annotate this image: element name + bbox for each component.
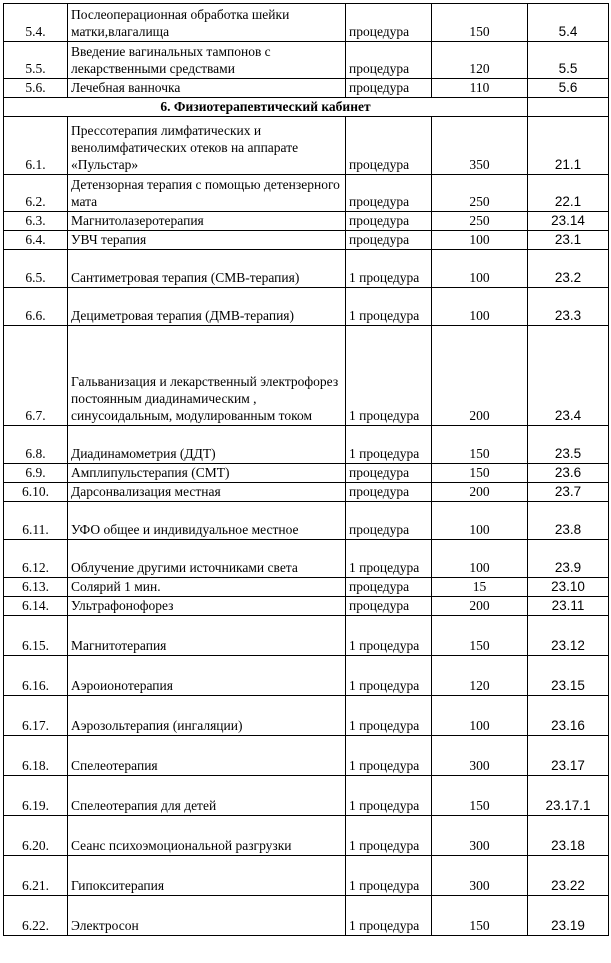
price: 200 bbox=[432, 326, 528, 426]
unit: 1 процедура bbox=[346, 426, 432, 464]
service-name: Магнитолазеротерапия bbox=[68, 212, 346, 231]
table-row bbox=[4, 464, 609, 483]
code: 23.17.1 bbox=[528, 776, 609, 816]
unit: процедура bbox=[346, 175, 432, 212]
section-header-group bbox=[4, 98, 609, 117]
code: 23.9 bbox=[528, 540, 609, 578]
unit: 1 процедура bbox=[346, 816, 432, 856]
table-row bbox=[4, 776, 609, 816]
price: 150 bbox=[432, 776, 528, 816]
unit: процедура bbox=[346, 464, 432, 483]
row-number: 5.4. bbox=[4, 4, 68, 42]
price: 100 bbox=[432, 288, 528, 326]
price: 300 bbox=[432, 856, 528, 896]
service-name: Прессотерапия лимфатических и венолимфатических отеков на аппарате «Пульстар» bbox=[68, 117, 346, 175]
code: 23.7 bbox=[528, 483, 609, 502]
row-number: 6.1. bbox=[4, 117, 68, 175]
code: 5.4 bbox=[528, 4, 609, 42]
service-name: Гальванизация и лекарственный электрофорез постоянным диадинамическим , синусоидальным, модулированным током bbox=[68, 326, 346, 426]
row-number: 6.20. bbox=[4, 816, 68, 856]
unit: процедура bbox=[346, 117, 432, 175]
code: 23.4 bbox=[528, 326, 609, 426]
unit: процедура bbox=[346, 578, 432, 597]
price: 100 bbox=[432, 250, 528, 288]
row-number: 6.8. bbox=[4, 426, 68, 464]
row-number: 6.19. bbox=[4, 776, 68, 816]
price: 350 bbox=[432, 117, 528, 175]
price: 120 bbox=[432, 42, 528, 79]
price: 300 bbox=[432, 816, 528, 856]
unit: 1 процедура bbox=[346, 616, 432, 656]
code: 23.2 bbox=[528, 250, 609, 288]
table-row bbox=[4, 578, 609, 597]
code: 23.12 bbox=[528, 616, 609, 656]
row-number: 6.17. bbox=[4, 696, 68, 736]
service-name: Облучение другими источниками света bbox=[68, 540, 346, 578]
table-row bbox=[4, 175, 609, 212]
service-name: УФО общее и индивидуальное местное bbox=[68, 502, 346, 540]
unit: процедура bbox=[346, 483, 432, 502]
code: 5.6 bbox=[528, 79, 609, 98]
section-title: 6. Физиотерапевтический кабинет bbox=[4, 98, 528, 117]
service-name: Диадинамометрия (ДДТ) bbox=[68, 426, 346, 464]
code: 23.15 bbox=[528, 656, 609, 696]
unit: 1 процедура bbox=[346, 540, 432, 578]
table-row bbox=[4, 816, 609, 856]
service-name: Гипокситерапия bbox=[68, 856, 346, 896]
code: 23.14 bbox=[528, 212, 609, 231]
row-number: 6.13. bbox=[4, 578, 68, 597]
table-row bbox=[4, 326, 609, 426]
unit: процедура bbox=[346, 212, 432, 231]
code: 23.18 bbox=[528, 816, 609, 856]
service-name: Лечебная ванночка bbox=[68, 79, 346, 98]
service-name: Электросон bbox=[68, 896, 346, 936]
service-name: Дарсонвализация местная bbox=[68, 483, 346, 502]
unit: 1 процедура bbox=[346, 696, 432, 736]
table-body-physiotherapy bbox=[4, 117, 609, 936]
unit: процедура bbox=[346, 4, 432, 42]
price: 200 bbox=[432, 597, 528, 616]
code: 23.10 bbox=[528, 578, 609, 597]
unit: 1 процедура bbox=[346, 896, 432, 936]
table-row bbox=[4, 42, 609, 79]
code: 23.16 bbox=[528, 696, 609, 736]
table-row bbox=[4, 426, 609, 464]
unit: процедура bbox=[346, 597, 432, 616]
row-number: 6.11. bbox=[4, 502, 68, 540]
service-name: Дециметровая терапия (ДМВ-терапия) bbox=[68, 288, 346, 326]
row-number: 6.14. bbox=[4, 597, 68, 616]
table-row bbox=[4, 597, 609, 616]
unit: процедура bbox=[346, 231, 432, 250]
price: 100 bbox=[432, 696, 528, 736]
price: 100 bbox=[432, 540, 528, 578]
code: 5.5 bbox=[528, 42, 609, 79]
price: 150 bbox=[432, 426, 528, 464]
service-name: Послеоперационная обработка шейки матки,влагалища bbox=[68, 4, 346, 42]
row-number: 5.6. bbox=[4, 79, 68, 98]
code: 22.1 bbox=[528, 175, 609, 212]
table-row bbox=[4, 856, 609, 896]
table-row bbox=[4, 288, 609, 326]
row-number: 6.21. bbox=[4, 856, 68, 896]
table-row bbox=[4, 212, 609, 231]
unit: 1 процедура bbox=[346, 250, 432, 288]
service-name: Спелеотерапия bbox=[68, 736, 346, 776]
unit: 1 процедура bbox=[346, 856, 432, 896]
service-name: Детензорная терапия с помощью детензерного мата bbox=[68, 175, 346, 212]
code: 23.6 bbox=[528, 464, 609, 483]
service-name: Магнитотерапия bbox=[68, 616, 346, 656]
unit: процедура bbox=[346, 502, 432, 540]
code: 23.17 bbox=[528, 736, 609, 776]
table-row bbox=[4, 117, 609, 175]
service-name: Амплипульстерапия (СМТ) bbox=[68, 464, 346, 483]
price: 110 bbox=[432, 79, 528, 98]
section-header-row bbox=[4, 98, 609, 117]
row-number: 6.16. bbox=[4, 656, 68, 696]
table-row bbox=[4, 4, 609, 42]
code: 23.11 bbox=[528, 597, 609, 616]
code: 23.5 bbox=[528, 426, 609, 464]
service-name: Сантиметровая терапия (СМВ-терапия) bbox=[68, 250, 346, 288]
table-row bbox=[4, 540, 609, 578]
price: 150 bbox=[432, 464, 528, 483]
service-name: Сеанс психоэмоциональной разгрузки bbox=[68, 816, 346, 856]
unit: 1 процедура bbox=[346, 288, 432, 326]
row-number: 6.9. bbox=[4, 464, 68, 483]
price: 250 bbox=[432, 175, 528, 212]
price: 150 bbox=[432, 896, 528, 936]
code: 23.19 bbox=[528, 896, 609, 936]
code: 21.1 bbox=[528, 117, 609, 175]
row-number: 6.10. bbox=[4, 483, 68, 502]
table-row bbox=[4, 736, 609, 776]
row-number: 6.18. bbox=[4, 736, 68, 776]
row-number: 6.22. bbox=[4, 896, 68, 936]
unit: 1 процедура bbox=[346, 656, 432, 696]
price-table bbox=[3, 3, 609, 936]
price: 15 bbox=[432, 578, 528, 597]
price: 250 bbox=[432, 212, 528, 231]
unit: процедура bbox=[346, 42, 432, 79]
code: 23.8 bbox=[528, 502, 609, 540]
service-name: Солярий 1 мин. bbox=[68, 578, 346, 597]
table-row bbox=[4, 656, 609, 696]
unit: 1 процедура bbox=[346, 776, 432, 816]
table-row bbox=[4, 616, 609, 656]
service-name: Ультрафонофорез bbox=[68, 597, 346, 616]
row-number: 6.4. bbox=[4, 231, 68, 250]
price: 300 bbox=[432, 736, 528, 776]
price: 150 bbox=[432, 4, 528, 42]
price: 100 bbox=[432, 502, 528, 540]
table-row bbox=[4, 231, 609, 250]
table-row bbox=[4, 896, 609, 936]
price: 120 bbox=[432, 656, 528, 696]
table-row bbox=[4, 502, 609, 540]
service-name: Аэроионотерапия bbox=[68, 656, 346, 696]
service-name: Аэрозольтерапия (ингаляции) bbox=[68, 696, 346, 736]
code: 23.1 bbox=[528, 231, 609, 250]
service-name: УВЧ терапия bbox=[68, 231, 346, 250]
row-number: 6.5. bbox=[4, 250, 68, 288]
unit: процедура bbox=[346, 79, 432, 98]
table-row bbox=[4, 483, 609, 502]
row-number: 5.5. bbox=[4, 42, 68, 79]
price: 200 bbox=[432, 483, 528, 502]
row-number: 6.7. bbox=[4, 326, 68, 426]
row-number: 6.3. bbox=[4, 212, 68, 231]
price: 150 bbox=[432, 616, 528, 656]
unit: 1 процедура bbox=[346, 736, 432, 776]
table-body-prev-section bbox=[4, 4, 609, 98]
service-name: Введение вагинальных тампонов с лекарственными средствами bbox=[68, 42, 346, 79]
unit: 1 процедура bbox=[346, 326, 432, 426]
row-number: 6.2. bbox=[4, 175, 68, 212]
table-row bbox=[4, 250, 609, 288]
price: 100 bbox=[432, 231, 528, 250]
section-header-empty-cell bbox=[528, 98, 609, 117]
table-row bbox=[4, 79, 609, 98]
table-row bbox=[4, 696, 609, 736]
code: 23.3 bbox=[528, 288, 609, 326]
row-number: 6.6. bbox=[4, 288, 68, 326]
service-name: Спелеотерапия для детей bbox=[68, 776, 346, 816]
code: 23.22 bbox=[528, 856, 609, 896]
row-number: 6.15. bbox=[4, 616, 68, 656]
row-number: 6.12. bbox=[4, 540, 68, 578]
